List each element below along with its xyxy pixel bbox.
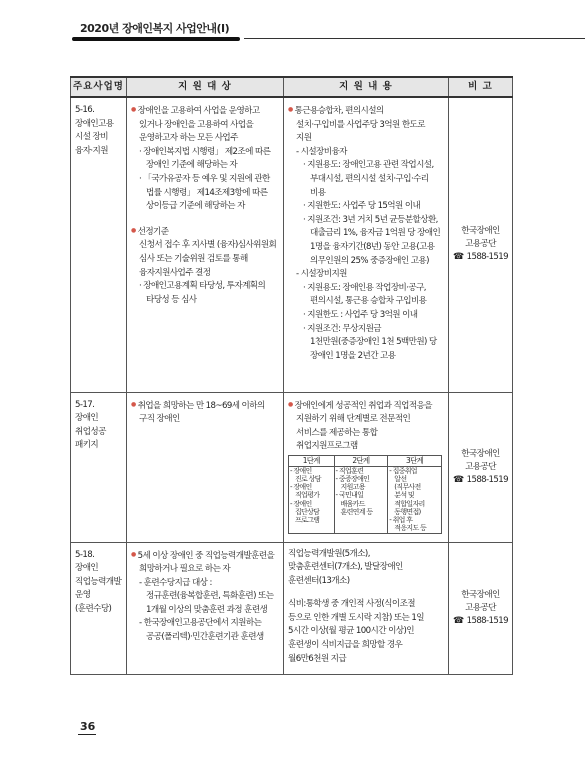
target-line: 상이등급 기준에 해당하는 자 [146,201,245,212]
target-line: - 한국장애인고용공단에서 지원하는 [139,618,262,629]
step-line: - 중증장애인 [335,475,370,484]
target-cell [127,392,284,542]
program-name-line: 장애인 [75,563,99,574]
note-org: 고용공단 [465,461,496,472]
content-line: 설치·구입비를 사업주당 3억원 한도로 [296,119,425,130]
program-name-line: 5-17. [75,399,95,410]
content-line: · 지원용도: 장애인용 작업장비·공구, [303,282,426,293]
step-line: - 국민내일 [335,491,364,500]
program-name-line: 직업능력개발 [75,576,122,587]
target-line: 장애인 기준에 해당하는 자 [146,160,238,171]
target-line: ● 선정기준 [131,224,279,240]
page-number-underline [78,734,96,735]
content-line: - 시설장비융자 [296,146,347,157]
target-line: 타당성 등 심사 [146,294,197,305]
step-line: - 직업훈련 [335,466,364,475]
note-phone: ☎ 1588-1519 [449,615,512,628]
note-org: 고용공단 [465,602,496,613]
target-line: · 「국가유공자 등 예우 및 지원에 관한 [139,173,270,184]
target-line: ● 장애인을 고용하여 사업을 운영하고 [131,103,279,119]
note-org: 고용공단 [465,239,496,250]
note-phone: ☎ 1588-1519 [449,251,512,264]
content-line: 장애인 1명을 2년간 고용 [310,350,396,361]
step-cell [388,466,442,533]
step-line: 훈련연계 등 [340,507,373,516]
step-line: 배움카드 [340,499,365,508]
note-org: 한국장애인 [461,226,500,237]
header-title: 2020년 장애인복지 사업안내(Ⅰ) [80,22,230,35]
table-row [71,542,513,674]
target-line: 희망하거나 필요로 하는 자 [139,564,231,575]
content-line: 취업지원프로그램 [296,441,358,452]
step-line: 직업평가 [295,491,320,500]
col-header-content: 지 원 내 용 [284,77,449,97]
page-number: 36 [80,720,96,733]
col-header-target: 지 원 대 상 [127,77,284,97]
target-line: 신청서 접수 후 지사별 (융자)심사위원회 [139,240,277,251]
content-line: · 지원한도 : 사업주 당 3억원 이내 [303,309,418,320]
content-cell [284,97,449,392]
col-header-note: 비 고 [449,77,513,97]
content-line: - 시설장비지원 [296,269,347,280]
step-line: 프로그램 [295,516,320,525]
content-line: 직업능력개발원(5개소), [288,548,370,559]
step-table [288,455,442,534]
content-line: 부대시설, 편의시설 설치·구입·수리 [310,173,429,184]
note-cell [449,392,513,542]
content-line: ● 통근용승합차, 편의시설의 [288,103,444,119]
target-line: 법률 시행령」 제14조제3항에 따른 [146,187,268,198]
step-line: 지원고용 [340,483,365,492]
header-thick-rule [72,37,240,41]
content-line: 훈련센터(13개소) [288,575,350,586]
target-line: 정규훈련(융복합훈련, 특화훈련) 또는 [146,591,274,602]
content-line: · 지원조건: 무상지원금 [303,323,382,334]
content-line: 의무인원의 25% 중증장애인 고용) [310,255,429,266]
content-line: 지원하기 위해 단계별로 전문적인 [296,414,411,425]
target-line: 1개월 이상의 맞춤훈련 과정 훈련생 [146,604,268,615]
note-phone: ☎ 1588-1519 [449,474,512,487]
content-line: · 지원한도: 사업주 당 15억원 이내 [303,201,421,212]
header-thin-rule [244,38,585,39]
target-line: · 장애인고용계획 타당성, 투자계획의 [139,281,266,292]
content-line: · 지원조건: 3년 거치 5년 균등분할상환, [303,214,438,225]
program-name-line: 취업성공 [75,426,106,437]
step-line: 동행면접) [394,507,421,516]
note-org: 한국장애인 [461,448,500,459]
target-line: ● 취업을 희망하는 만 18~69세 이하의 [131,398,279,414]
program-table [70,76,513,675]
step-header: 2단계 [334,455,388,466]
program-name-cell [71,97,127,392]
content-line: 등으로 인한 개별 도시락 지참) 또는 1일 [288,612,424,623]
program-name-line: 장애인 [75,413,99,424]
content-line: 1천만원(중증장애인 1천 5백만원) 당 [310,337,437,348]
target-line: 있거나 장애인을 고용하여 사업을 [139,119,254,130]
content-line: 지원 [296,133,312,144]
content-line: 1명을 융자기간(8년) 동안 고용(고용 [310,241,435,252]
step-cell [334,466,388,533]
page-header [0,0,585,44]
step-line: - 장애인 [290,499,312,508]
program-name-line: 5-16. [75,105,95,115]
target-line: - 훈련수당지급 대상 : [139,577,212,588]
content-line: 비용 [310,187,326,198]
step-line: 적응지도 등 [394,524,427,533]
note-org: 한국장애인 [461,589,500,600]
content-line: · 지원용도: 장애인고용 관련 작업시설, [303,160,434,171]
target-line: ● 5세 이상 장애인 중 직업능력개발훈련을 [131,548,279,564]
content-line: ● 장애인에게 성공적인 취업과 직업적응을 [288,398,444,414]
step-line: 알선 [394,475,407,484]
target-line: 융자지원사업주 결정 [139,267,211,278]
content-line: 맞춤훈련센터(7개소), 발달장애인 [288,562,403,573]
step-header: 3단계 [388,455,442,466]
target-line: 구직 장애인 [139,414,180,425]
program-name-line: 시설 장비 [75,132,108,143]
note-cell [449,542,513,674]
table-row [71,392,513,542]
target-line: 운영하고자 하는 모든 사업주 [139,133,238,144]
step-line: - 취업 후 [389,516,413,525]
step-line: - 장애인 [290,466,312,475]
content-cell [284,542,449,674]
col-header-program: 주요사업명 [71,77,127,97]
program-name-cell [71,392,127,542]
content-line: 월6만6천원 지급 [288,653,347,664]
content-line: 5시간 이상(월 평균 100시간 이상)인 [288,626,414,637]
content-cell [284,392,449,542]
program-name-line: 운영 [75,590,91,601]
program-name-line: 장애인고용 [75,118,114,129]
target-line: 공공(폴리텍)·민간훈련기관 훈련생 [146,632,264,643]
step-cell [289,466,335,533]
step-line: 분석 및 [394,491,414,500]
table-row [71,97,513,392]
step-line: - 집중취업 [389,466,417,475]
step-line: 집단상담 [295,507,320,516]
content-line: 서비스를 제공하는 통합 [296,427,378,438]
program-name-line: 융자·지원 [75,145,108,156]
target-cell [127,542,284,674]
content-line: 대출금리 1%, 융자금 1억원 당 장애인 [310,228,441,239]
target-line: 심사 또는 기술위원 검토를 통해 [139,253,248,264]
target-cell [127,97,284,392]
step-header: 1단계 [289,455,335,466]
target-line: · 장애인복지법 시행령」 제2조에 따른 [139,146,271,157]
table-header-row [71,77,513,97]
program-name-cell [71,542,127,674]
step-line: 진로 상담 [295,475,321,484]
step-line: (직무사전 [394,483,421,492]
step-line: 적합일자리 [394,499,425,508]
content-line: 식비:통학생 중 개인적 사정(식이조절 [288,599,415,610]
program-name-line: 5-18. [75,549,95,560]
content-line: 편의시설, 통근용 승합차 구입비용 [310,296,427,307]
step-line: - 장애인 [290,483,312,492]
program-name-line: (훈련수당) [75,603,112,614]
note-cell [449,97,513,392]
program-name-line: 패키지 [75,440,99,451]
content-line: 훈련생이 식비지급을 희망할 경우 [288,640,403,651]
